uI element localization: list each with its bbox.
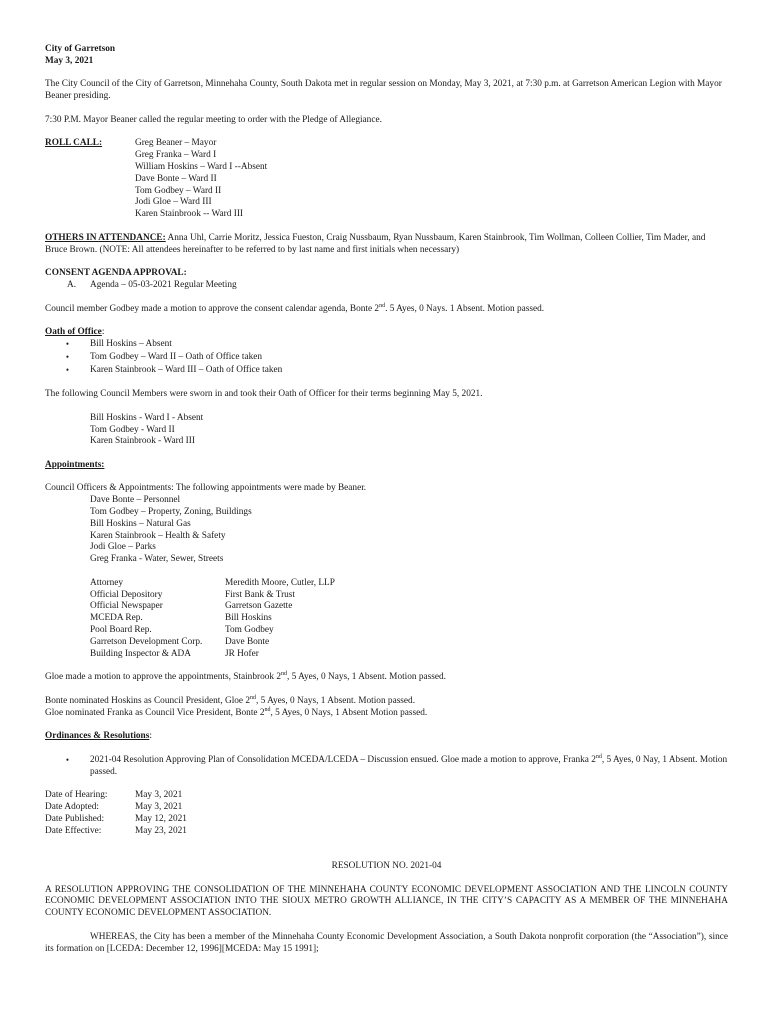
date-row xyxy=(45,802,728,814)
official-name: First Bank & Trust xyxy=(225,589,296,600)
appointment-item: Dave Bonte – Personnel xyxy=(90,495,181,506)
appointments-motion xyxy=(45,672,728,684)
vp-nomination-result: , 5 Ayes, 0 Nays, 1 Absent Motion passed. xyxy=(270,707,428,718)
official-row xyxy=(90,637,728,649)
appointments-motion-result: , 5 Ayes, 0 Nays, 1 Absent. Motion passed. xyxy=(287,672,446,683)
officials-table xyxy=(45,578,728,661)
appointment-item: Greg Franka - Water, Sewer, Streets xyxy=(90,554,224,565)
sworn-member: Bill Hoskins - Ward I - Absent xyxy=(90,412,204,423)
bullet-icon xyxy=(45,352,90,365)
others-text: Anna Uhl, Carrie Moritz, Jessica Fueston, Craig Nussbaum, Ryan Nussbaum, Karen Stainbrook, Tim Wollman, Colleen Collier, Tim Mader, and Bruce Brown. (NOTE: All attendees hereinafter to be referred to by last name and first initials when necessary) xyxy=(45,232,706,255)
ordinances-heading xyxy=(45,731,728,743)
roll-call-member: Greg Franka – Ward I xyxy=(135,150,217,161)
oath-list xyxy=(45,339,728,377)
appointment-item: Karen Stainbrook – Health & Safety xyxy=(90,530,226,541)
appointments-label: Appointments: xyxy=(45,459,105,470)
roll-call-member: Jodi Gloe – Ward III xyxy=(135,197,212,208)
official-role: MCEDA Rep. xyxy=(90,613,143,624)
sworn-text: The following Council Members were sworn in and took their Oath of Officer for their terms beginning May 5, 2021. xyxy=(45,389,483,400)
roll-call-list xyxy=(135,138,267,221)
ordinal-suffix: nd xyxy=(595,753,602,760)
resolution-title: A RESOLUTION APPROVING THE CONSOLIDATION OF THE MINNEHAHA COUNTY ECONOMIC DEVELOPMENT ASSOCIATION AND THE LINCOLN COUNTY ECONOMIC DEVELOPMENT ASSOCIATION INTO THE SIOUX METRO GROWTH ALLIANCE, IN THE CITY’S CAPACITY AS A MEMBER OF THE MINNEHAHA COUNTY ECONOMIC DEVELOPMENT ASSOCIATION. xyxy=(45,884,728,919)
appointment-item: Tom Godbey – Property, Zoning, Buildings xyxy=(90,507,252,518)
date-value: May 3, 2021 xyxy=(135,802,183,812)
date-value: May 23, 2021 xyxy=(135,825,187,836)
oath-label: Oath of Office xyxy=(45,327,102,338)
date-label: Date Adopted: xyxy=(45,802,99,812)
date-label: Date of Hearing: xyxy=(45,790,108,801)
ordinal-suffix: nd xyxy=(250,694,257,701)
roll-call-member: Dave Bonte – Ward II xyxy=(135,173,217,184)
consent-motion xyxy=(45,304,728,316)
official-name: Dave Bonte xyxy=(225,636,270,647)
president-nomination-result: , 5 Ayes, 0 Nays, 1 Absent. Motion passed. xyxy=(256,695,416,706)
resolution-whereas: WHEREAS, the City has been a member of the Minnehaha County Economic Development Association, a South Dakota nonprofit corporation (the “Association”), since its formation on [LCEDA: December 12, 1996][MCEDA: May 15 1991]; xyxy=(45,931,728,954)
others-paragraph xyxy=(45,233,728,257)
official-role: Official Depository xyxy=(90,589,163,600)
vp-nomination-text: Gloe nominated Franka as Council Vice President, Bonte 2 xyxy=(45,707,265,718)
consent-item xyxy=(45,280,728,292)
sworn-member: Karen Stainbrook - Ward III xyxy=(90,436,195,447)
ordinal-suffix: nd xyxy=(379,302,386,309)
city-name: City of Garretson xyxy=(45,44,116,54)
meeting-date: May 3, 2021 xyxy=(45,55,94,66)
official-role: Attorney xyxy=(90,577,124,588)
appointments-intro: Council Officers & Appointments: The following appointments were made by Beaner. xyxy=(45,483,367,494)
roll-call-label: ROLL CALL: xyxy=(45,138,103,149)
official-row xyxy=(90,578,728,590)
official-row xyxy=(90,613,728,625)
roll-call-member: Tom Godbey – Ward II xyxy=(135,185,222,196)
official-role: Building Inspector & ADA xyxy=(90,648,191,659)
others-label: OTHERS IN ATTENDANCE: xyxy=(45,232,166,243)
ordinal-suffix: nd xyxy=(281,671,287,678)
oath-item: Karen Stainbrook – Ward III – Oath of Office taken xyxy=(90,364,283,375)
intro-paragraph: The City Council of the City of Garretson, Minnehaha County, South Dakota met in regular session on Monday, May 3, 2021, at 7:30 p.m. at Garretson American Legion with Mayor Beaner presiding. xyxy=(45,79,722,102)
date-value: May 12, 2021 xyxy=(135,813,187,824)
resolution-number: RESOLUTION NO. 2021-04 xyxy=(331,860,442,871)
oath-colon: : xyxy=(101,327,105,338)
bullet-icon xyxy=(45,755,90,779)
president-nomination-text: Bonte nominated Hoskins as Council President, Gloe 2 xyxy=(45,695,251,706)
president-nomination xyxy=(45,696,728,708)
oath-heading xyxy=(45,327,728,339)
appointment-item: Jodi Gloe – Parks xyxy=(90,542,156,553)
list-item xyxy=(45,755,728,779)
official-name: Garretson Gazette xyxy=(225,601,293,612)
appointment-item: Bill Hoskins – Natural Gas xyxy=(90,518,191,529)
sworn-list xyxy=(45,413,728,448)
date-label: Date Published: xyxy=(45,813,105,824)
ordinances-colon: : xyxy=(149,731,152,742)
list-item xyxy=(45,365,728,378)
council-appointments-list xyxy=(45,495,728,566)
official-name: Meredith Moore, Cutler, LLP xyxy=(225,577,335,588)
call-to-order: 7:30 P.M. Mayor Beaner called the regular meeting to order with the Pledge of Allegiance. xyxy=(45,114,382,125)
minutes-document xyxy=(45,44,728,955)
date-label: Date Effective: xyxy=(45,825,102,836)
oath-item: Bill Hoskins – Absent xyxy=(90,338,172,349)
bullet-icon xyxy=(45,365,90,378)
vice-president-nomination xyxy=(45,708,728,720)
official-role: Garretson Development Corp. xyxy=(90,636,203,647)
official-row xyxy=(90,590,728,602)
list-item xyxy=(45,339,728,352)
roll-call-member: William Hoskins – Ward I --Absent xyxy=(135,161,268,172)
ordinances-label: Ordinances & Resolutions xyxy=(45,731,150,742)
official-name: JR Hofer xyxy=(225,648,259,659)
consent-motion-result: . 5 Ayes, 0 Nays. 1 Absent. Motion passed. xyxy=(385,303,545,314)
official-row xyxy=(90,601,728,613)
roll-call-section xyxy=(45,138,728,221)
date-row xyxy=(45,826,728,838)
oath-item: Tom Godbey – Ward II – Oath of Office taken xyxy=(90,351,263,362)
dates-table xyxy=(45,790,728,837)
consent-motion-text: Council member Godbey made a motion to approve the consent calendar agenda, Bonte 2 xyxy=(45,303,380,314)
ordinance-item xyxy=(90,755,728,779)
date-value: May 3, 2021 xyxy=(135,790,183,801)
list-item xyxy=(45,352,728,365)
consent-item-letter: A. xyxy=(67,279,77,290)
official-name: Tom Godbey xyxy=(225,625,274,636)
ordinance-item-result: , 5 Ayes, 0 Nay, 1 Absent. Motion passed. xyxy=(90,754,728,777)
roll-call-member: Karen Stainbrook -- Ward III xyxy=(135,209,244,220)
roll-call-member: Greg Beaner – Mayor xyxy=(135,138,217,149)
ordinances-list xyxy=(45,755,728,779)
consent-item-text: Agenda – 05-03-2021 Regular Meeting xyxy=(90,279,237,290)
sworn-member: Tom Godbey - Ward II xyxy=(90,424,175,435)
official-name: Bill Hoskins xyxy=(225,613,272,624)
appointments-motion-text: Gloe made a motion to approve the appointments, Stainbrook 2 xyxy=(45,672,281,683)
bullet-icon xyxy=(45,339,90,352)
official-role: Official Newspaper xyxy=(90,601,163,612)
official-row xyxy=(90,649,728,661)
date-row xyxy=(45,814,728,826)
official-role: Pool Board Rep. xyxy=(90,625,152,636)
ordinance-item-text: 2021-04 Resolution Approving Plan of Consolidation MCEDA/LCEDA – Discussion ensued. Gloe made a motion to approve, Franka 2 xyxy=(90,754,596,765)
consent-label: CONSENT AGENDA APPROVAL: xyxy=(45,268,187,279)
date-row xyxy=(45,790,728,802)
ordinal-suffix: nd xyxy=(264,706,271,713)
official-row xyxy=(90,625,728,637)
